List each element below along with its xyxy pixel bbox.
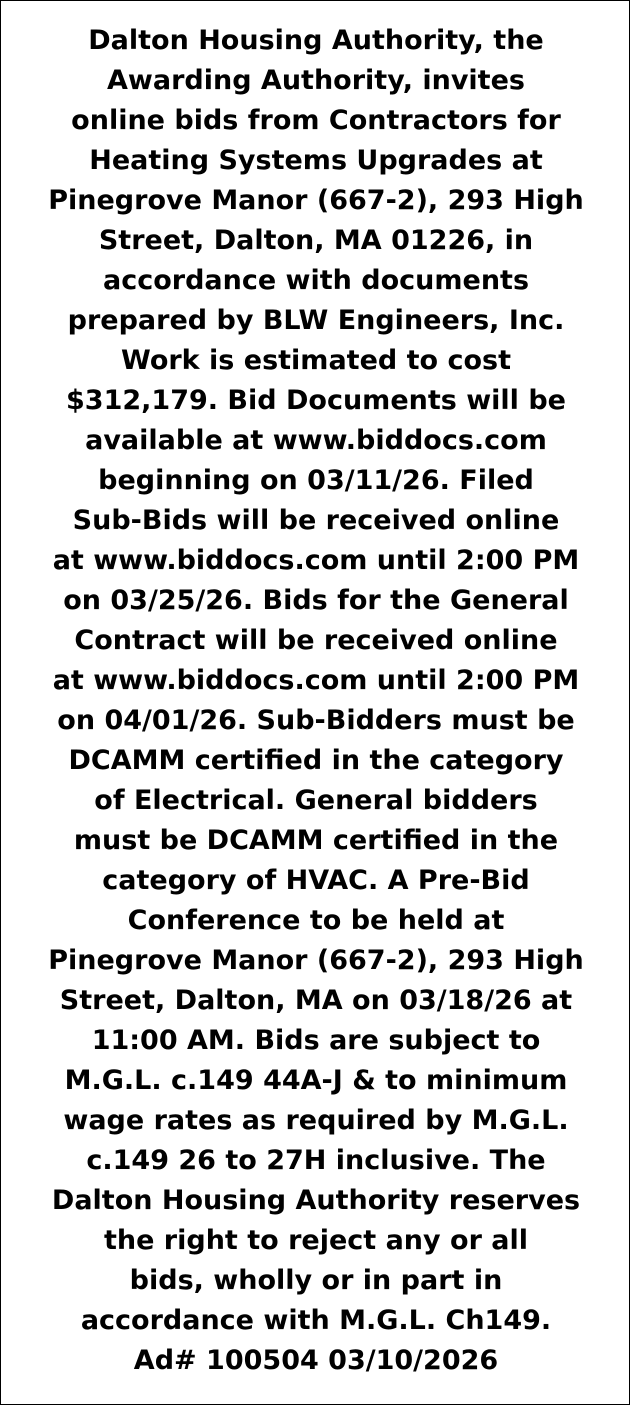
notice-line-30: Dalton Housing Authority reserves <box>51 1185 581 1216</box>
notice-line-11: available at www.biddocs.com <box>85 425 547 456</box>
notice-line-15: on 03/25/26. Bids for the General <box>63 585 569 616</box>
notice-line-22: category of HVAC. A Pre-Bid <box>102 865 530 896</box>
notice-line-10: $312,179. Bid Documents will be <box>66 385 566 416</box>
notice-line-1: Dalton Housing Authority, the <box>88 25 544 56</box>
notice-line-2: Awarding Authority, invites <box>107 65 525 96</box>
notice-line-4: Heating Systems Upgrades at <box>89 145 543 176</box>
notice-line-17: at www.biddocs.com until 2:00 PM <box>52 665 580 696</box>
notice-line-12: beginning on 03/11/26. Filed <box>98 465 534 496</box>
notice-line-23: Conference to be held at <box>127 905 505 936</box>
notice-line-9: Work is estimated to cost <box>121 345 511 376</box>
notice-line-32: bids, wholly or in part in <box>129 1265 503 1296</box>
notice-line-19: DCAMM certified in the category <box>68 745 564 776</box>
notice-line-21: must be DCAMM certified in the <box>73 825 559 856</box>
notice-line-29: c.149 26 to 27H inclusive. The <box>86 1145 546 1176</box>
notice-line-18: on 04/01/26. Sub-Bidders must be <box>57 705 575 736</box>
notice-line-8: prepared by BLW Engineers, Inc. <box>67 305 565 336</box>
notice-line-25: Street, Dalton, MA on 03/18/26 at <box>59 985 573 1016</box>
notice-line-24: Pinegrove Manor (667-2), 293 High <box>48 945 584 976</box>
notice-line-26: 11:00 AM. Bids are subject to <box>91 1025 541 1056</box>
notice-line-31: the right to reject any or all <box>103 1225 529 1256</box>
notice-line-16: Contract will be received online <box>74 625 558 656</box>
notice-line-14: at www.biddocs.com until 2:00 PM <box>52 545 580 576</box>
notice-line-28: wage rates as required by M.G.L. <box>63 1105 569 1136</box>
notice-line-20: of Electrical. General bidders <box>94 785 538 816</box>
ad-number-date: Ad# 100504 03/10/2026 <box>133 1345 499 1376</box>
notice-line-6: Street, Dalton, MA 01226, in <box>98 225 534 256</box>
notice-line-3: online bids from Contractors for <box>71 105 561 136</box>
notice-line-13: Sub-Bids will be received online <box>72 505 560 536</box>
notice-line-5: Pinegrove Manor (667-2), 293 High <box>48 185 584 216</box>
notice-line-7: accordance with documents <box>102 265 530 296</box>
legal-notice-text <box>13 21 619 1381</box>
notice-line-27: M.G.L. c.149 44A-J & to minimum <box>64 1065 568 1096</box>
notice-line-33: accordance with M.G.L. Ch149. <box>80 1305 552 1336</box>
